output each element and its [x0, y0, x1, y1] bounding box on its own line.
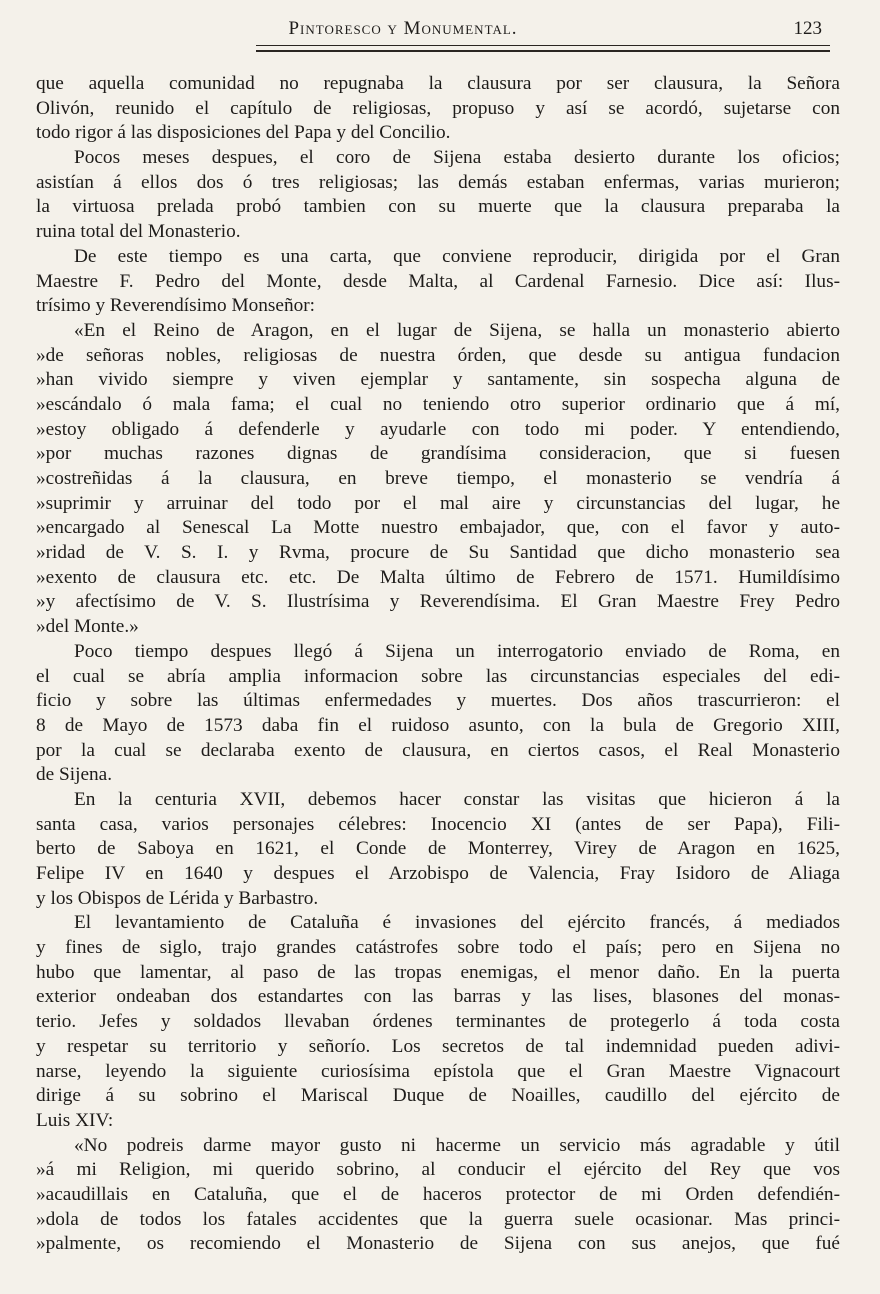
text-line: que aquella comunidad no repugnaba la clausura por ser clausura, la Señora [36, 73, 840, 94]
text-line: »palmente, os recomiendo el Monasterio de Sijena con sus anejos, que fué [36, 1233, 840, 1255]
text-line: ficio y sobre las últimas enfermedades y muertes. Dos años trascurrieron: el [36, 690, 840, 712]
running-header [36, 14, 830, 44]
text-line: de Sijena. [36, 764, 113, 786]
text-line: »dola de todos los fatales accidentes que la guerra suele ocasionar. Mas princi- [36, 1208, 840, 1230]
page-number: 123 [793, 18, 822, 39]
text-line: »costreñidas á la clausura, en breve tiempo, el monasterio se vendría á [36, 468, 840, 489]
text-line: «En el Reino de Aragon, en el lugar de Sijena, se halla un monasterio abierto [74, 319, 840, 341]
text-line: asistían á ellos dos ó tres religiosas; las demás estaban enfermas, varias murieron; [36, 171, 840, 193]
header-rule-thick [256, 50, 830, 52]
text-line: y fines de siglo, trajo grandes catástrofes sobre todo el país; pero en Sijena no [36, 937, 840, 959]
text-line: dirige á su sobrino el Mariscal Duque de Noailles, caudillo del ejército de [36, 1085, 840, 1107]
text-line: 8 de Mayo de 1573 daba fin el ruidoso asunto, con la bula de Gregorio XIII, [36, 714, 840, 736]
text-line: Olivón, reunido el capítulo de religiosas, propuso y así se acordó, sujetarse con [36, 97, 840, 119]
text-line: Maestre F. Pedro del Monte, desde Malta, al Cardenal Farnesio. Dice así: Ilus- [36, 270, 840, 292]
body-text [36, 72, 840, 1257]
text-line: »y afectísimo de V. S. Ilustrísima y Reverendísima. El Gran Maestre Frey Pedro [36, 591, 840, 613]
text-line: »suprimir y arruinar del todo por el mal aire y circunstancias del lugar, he [36, 492, 840, 514]
text-line: Poco tiempo despues llegó á Sijena un interrogatorio enviado de Roma, en [74, 640, 840, 662]
text-line: berto de Saboya en 1621, el Conde de Monterrey, Virey de Aragon en 1625, [36, 838, 840, 860]
text-line: exterior ondeaban dos estandartes con las barras y las lises, blasones del monas- [36, 986, 840, 1008]
text-line: »exento de clausura etc. etc. De Malta último de Febrero de 1571. Humildísimo [36, 566, 840, 588]
text-line: santa casa, varios personajes célebres: Inocencio XI (antes de ser Papa), Fili- [36, 813, 840, 835]
text-line: »ridad de V. S. I. y Rvma, procure de Su Santidad que dicho monasterio sea [36, 542, 840, 564]
text-line: trísimo y Reverendísimo Monseñor: [36, 295, 316, 317]
text-line: »acaudillais en Cataluña, que el de haceros protector de mi Orden defendién- [36, 1183, 840, 1205]
text-line: »de señoras nobles, religiosas de nuestra órden, que desde su antigua fundacion [36, 344, 840, 366]
text-line: el cual se abría amplia informacion sobre las circunstancias especiales del edi- [36, 665, 840, 687]
text-line: todo rigor á las disposiciones del Papa y del Concilio. [36, 122, 451, 144]
header-rule-thin [256, 45, 830, 46]
text-line: y los Obispos de Lérida y Barbastro. [36, 887, 319, 909]
text-line: »por muchas razones dignas de grandísima consideracion, que si fuesen [36, 443, 840, 465]
text-line: El levantamiento de Cataluña é invasiones del ejército francés, á mediados [74, 912, 840, 934]
text-line: »escándalo ó mala fama; el cual no teniendo otro superior ordinario que á mí, [36, 393, 840, 415]
text-line: De este tiempo es una carta, que conviene reproducir, dirigida por el Gran [74, 245, 840, 267]
text-line: por la cual se declaraba exento de clausura, en ciertos casos, el Real Monasterio [36, 739, 840, 761]
text-line: Pocos meses despues, el coro de Sijena estaba desierto durante los oficios; [74, 147, 840, 169]
text-line: Luis XIV: [36, 1109, 114, 1131]
text-line: »estoy obligado á defenderle y ayudarle con todo mi poder. Y entendiendo, [36, 418, 840, 440]
text-line: »han vivido siempre y viven ejemplar y santamente, sin sospecha alguna de [36, 369, 840, 391]
text-line: En la centuria XVII, debemos hacer constar las visitas que hicieron á la [74, 788, 840, 810]
text-line: y respetar su territorio y señorío. Los secretos de tal indemnidad pueden adivi- [36, 1035, 840, 1057]
running-title: Pintoresco y Monumental. [288, 18, 518, 39]
text-line: »encargado al Senescal La Motte nuestro embajador, que, con el favor y auto- [36, 517, 840, 539]
text-line: ruina total del Monasterio. [36, 221, 241, 243]
text-line: Felipe IV en 1640 y despues el Arzobispo de Valencia, Fray Isidoro de Aliaga [36, 863, 840, 884]
text-line: «No podreis darme mayor gusto ni hacerme un servicio más agradable y útil [74, 1134, 840, 1156]
text-line: »del Monte.» [36, 616, 139, 638]
text-line: narse, leyendo la siguiente curiosísima epístola que el Gran Maestre Vignacourt [36, 1060, 840, 1082]
text-line: hubo que lamentar, al paso de las tropas enemigas, el menor daño. En la puerta [36, 961, 840, 983]
text-line: la virtuosa prelada probó tambien con su muerte que la clausura preparaba la [36, 196, 840, 218]
text-line: terio. Jefes y soldados llevaban órdenes terminantes de protegerlo á toda costa [36, 1011, 840, 1033]
text-line: »á mi Religion, mi querido sobrino, al conducir el ejército del Rey que vos [36, 1159, 840, 1181]
